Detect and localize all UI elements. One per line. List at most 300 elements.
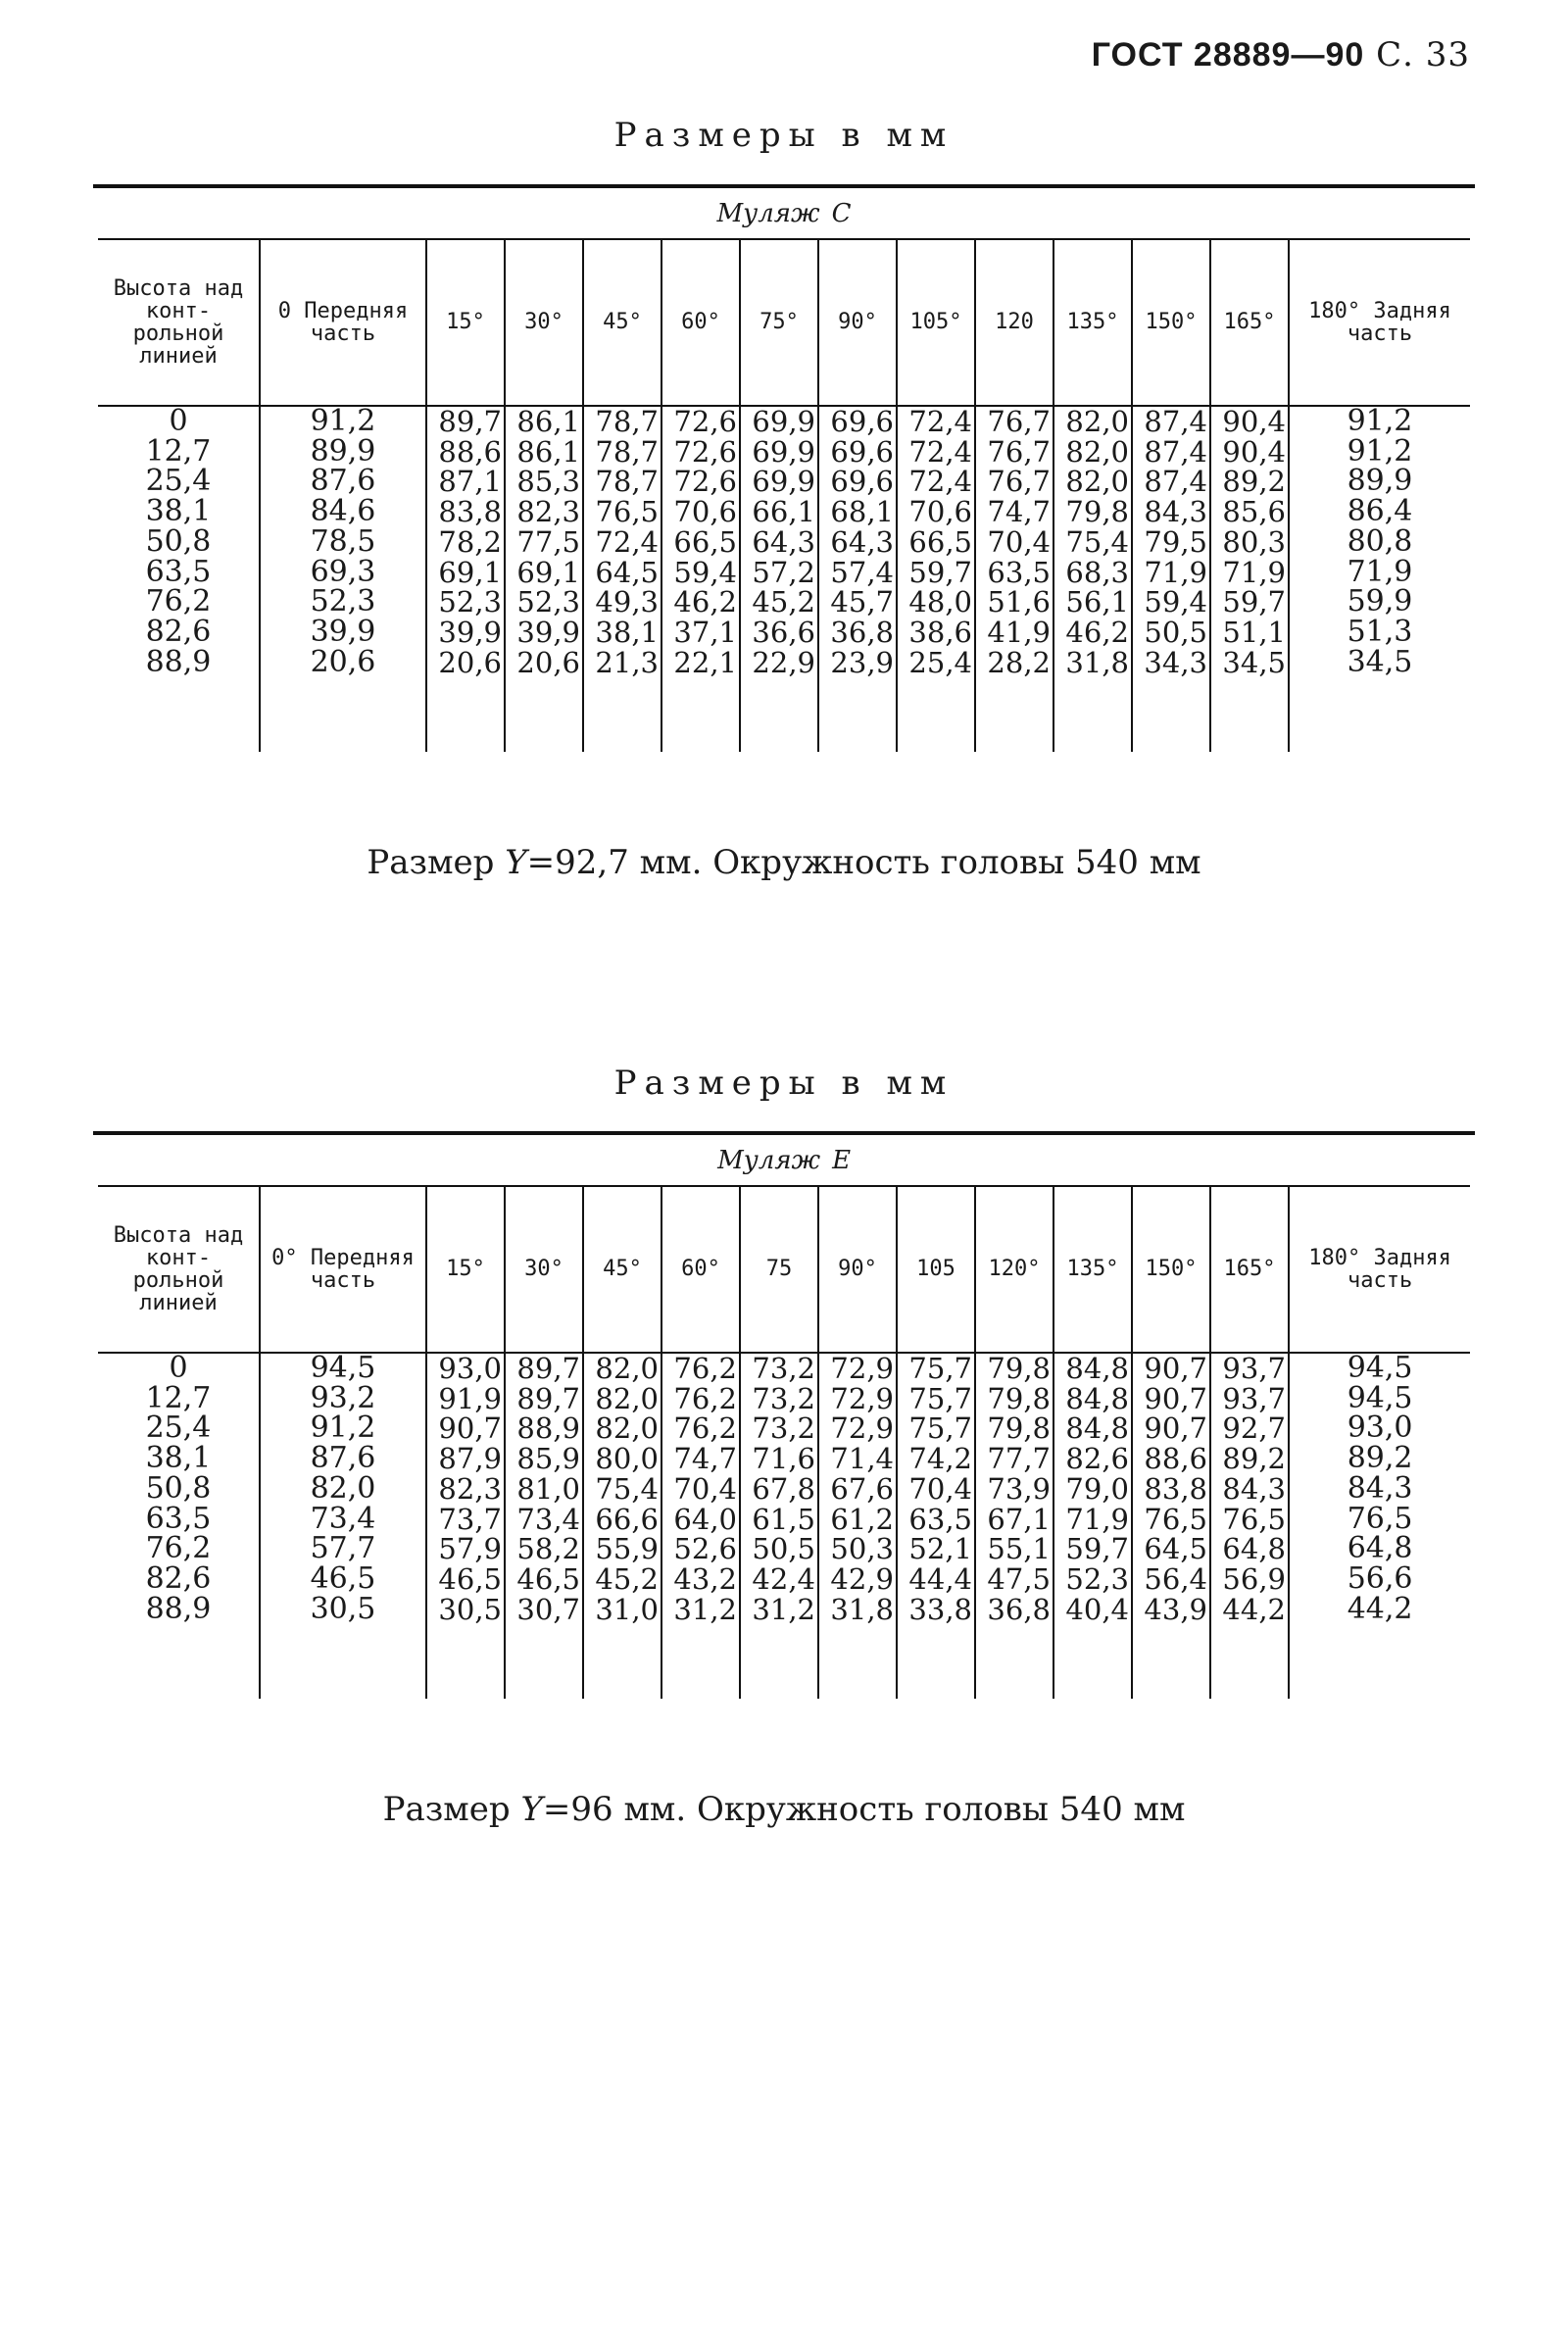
table-cell: 66,6 — [595, 1502, 659, 1536]
table-cell: 67,1 — [987, 1502, 1051, 1536]
table-cell: 33,8 — [908, 1592, 972, 1626]
table-cell: 38,1 — [145, 494, 212, 529]
table-cell: 50,5 — [752, 1532, 815, 1566]
table-cell: 90,7 — [1144, 1411, 1207, 1446]
table-cell: 75,7 — [908, 1381, 972, 1415]
data-column — [1210, 1353, 1289, 1699]
table-cell: 80,8 — [1347, 523, 1413, 559]
table-cell: 69,6 — [830, 405, 894, 438]
table-cell: 74,7 — [673, 1442, 737, 1476]
table-cell: 84,6 — [310, 494, 376, 529]
table-cell: 22,1 — [673, 645, 737, 679]
column-header: Высота над конт-рольной линией — [98, 239, 260, 406]
table-cell: 74,7 — [987, 495, 1051, 529]
table-cell: 85,3 — [516, 465, 580, 499]
table-cell: 20,6 — [438, 645, 502, 679]
footnote-value: =96 мм. — [542, 1790, 687, 1829]
table-cell: 71,9 — [1065, 1502, 1129, 1536]
data-column — [426, 406, 505, 752]
table-caption-e: Размеры в мм — [613, 1064, 955, 1103]
table-cell: 46,5 — [438, 1561, 502, 1596]
table-cell: 90,7 — [438, 1411, 502, 1446]
table-cell: 82,0 — [1065, 405, 1129, 438]
column-header: 75 — [740, 1186, 818, 1353]
table-cell: 94,5 — [310, 1351, 376, 1385]
table-cell: 72,6 — [673, 465, 737, 499]
table-cell: 52,3 — [438, 585, 502, 619]
table-cell: 76,7 — [987, 405, 1051, 438]
data-column — [260, 1353, 426, 1699]
data-column — [260, 406, 426, 752]
table-cell: 88,9 — [145, 644, 212, 679]
data-column — [426, 1353, 505, 1699]
column-header: 105° — [897, 239, 975, 406]
table-cell: 73,2 — [752, 1352, 815, 1385]
table-cell: 56,4 — [1144, 1561, 1207, 1596]
table-cell: 59,7 — [908, 555, 972, 589]
table-cell: 75,7 — [908, 1352, 972, 1385]
column-header: 30° — [505, 1186, 583, 1353]
table-cell: 67,6 — [830, 1471, 894, 1506]
table-cell: 31,2 — [673, 1592, 737, 1626]
table-cell: 70,4 — [908, 1471, 972, 1506]
table-cell: 91,2 — [1347, 404, 1413, 438]
table-cell: 72,4 — [908, 465, 972, 499]
column-header: 150° — [1132, 239, 1210, 406]
column-header: 135° — [1054, 239, 1132, 406]
data-column — [1289, 1353, 1470, 1699]
table-cell: 38,6 — [908, 615, 972, 649]
table-cell: 55,9 — [595, 1532, 659, 1566]
table-cell: 82,0 — [1065, 434, 1129, 469]
table-cell: 56,1 — [1065, 585, 1129, 619]
table-cell: 42,4 — [752, 1561, 815, 1596]
table-cell: 93,0 — [438, 1352, 502, 1385]
table-cell: 51,3 — [1347, 614, 1413, 649]
table-cell: 36,6 — [752, 615, 815, 649]
table-cell: 78,7 — [595, 405, 659, 438]
data-column — [1054, 406, 1132, 752]
table-cell: 77,5 — [516, 524, 580, 559]
table-cell: 52,1 — [908, 1532, 972, 1566]
table-cell: 87,6 — [310, 464, 376, 499]
table-cell: 84,8 — [1065, 1411, 1129, 1446]
table-cell: 39,9 — [438, 615, 502, 649]
data-column — [98, 406, 260, 752]
table-cell: 76,2 — [145, 584, 212, 619]
table-cell: 72,9 — [830, 1381, 894, 1415]
column-header: 180° Задняя часть — [1289, 1186, 1470, 1353]
table-cell: 94,5 — [1347, 1351, 1413, 1385]
footnote-rest: Окружность головы 540 мм — [696, 1790, 1186, 1829]
table-cell: 84,3 — [1144, 495, 1207, 529]
table-cell: 56,9 — [1222, 1561, 1286, 1596]
table-cell: 59,4 — [673, 555, 737, 589]
table-cell: 84,8 — [1065, 1381, 1129, 1415]
column-header: 45° — [583, 239, 662, 406]
data-column — [740, 1353, 818, 1699]
page-header — [1092, 35, 1470, 74]
table-cell: 34,3 — [1144, 645, 1207, 679]
data-column — [583, 406, 662, 752]
table-cell: 63,5 — [145, 1501, 212, 1536]
dummy-label: Муляж — [717, 1146, 821, 1175]
table-cell: 34,5 — [1347, 644, 1413, 679]
table-cell: 51,6 — [987, 585, 1051, 619]
table-cell: 69,1 — [516, 555, 580, 589]
table-cell: 30,5 — [310, 1591, 376, 1626]
data-column — [818, 406, 897, 752]
table-cell: 71,6 — [752, 1442, 815, 1476]
table-cell: 76,5 — [1222, 1502, 1286, 1536]
table-cell: 87,1 — [438, 465, 502, 499]
table-cell: 64,3 — [830, 524, 894, 559]
table-cell: 30,5 — [438, 1592, 502, 1626]
column-header: 45° — [583, 1186, 662, 1353]
table-cell: 0 — [169, 1351, 188, 1385]
table-cell: 22,9 — [752, 645, 815, 679]
column-header: 90° — [818, 239, 897, 406]
table-cell: 21,3 — [595, 645, 659, 679]
column-header: 30° — [505, 239, 583, 406]
footnote-variable: Y — [505, 843, 527, 882]
table-cell: 78,7 — [595, 465, 659, 499]
column-header: Высота над конт-рольной линией — [98, 1186, 260, 1353]
table-cell: 69,6 — [830, 434, 894, 469]
column-header: 60° — [662, 1186, 740, 1353]
table-cell: 52,3 — [310, 584, 376, 619]
table-cell: 46,5 — [310, 1560, 376, 1596]
table-cell: 12,7 — [145, 1380, 212, 1415]
table-cell: 90,7 — [1144, 1352, 1207, 1385]
table-caption-c: Размеры в мм — [613, 116, 955, 155]
table-cell: 90,4 — [1222, 434, 1286, 469]
data-column — [740, 406, 818, 752]
table-cell: 88,6 — [438, 434, 502, 469]
table-cell: 79,8 — [987, 1411, 1051, 1446]
table-cell: 75,4 — [1065, 524, 1129, 559]
table-cell: 91,9 — [438, 1381, 502, 1415]
dummy-title — [98, 1136, 1470, 1186]
table-cell: 91,2 — [1347, 433, 1413, 469]
column-header: 150° — [1132, 1186, 1210, 1353]
table-cell: 44,2 — [1222, 1592, 1286, 1626]
table-cell: 76,2 — [673, 1411, 737, 1446]
table-cell: 78,2 — [438, 524, 502, 559]
table-cell: 61,2 — [830, 1502, 894, 1536]
table-cell: 82,6 — [145, 1560, 212, 1596]
standard-number: ГОСТ 28889—90 — [1091, 36, 1365, 74]
table-cell: 59,7 — [1222, 585, 1286, 619]
table-cell: 89,2 — [1347, 1441, 1413, 1476]
column-header: 15° — [426, 239, 505, 406]
table-cell: 40,4 — [1065, 1592, 1129, 1626]
table-cell: 84,8 — [1065, 1352, 1129, 1385]
table-cell: 63,5 — [908, 1502, 972, 1536]
table-cell: 76,2 — [673, 1352, 737, 1385]
table-cell: 37,1 — [673, 615, 737, 649]
column-header: 180° Задняя часть — [1289, 239, 1470, 406]
table-cell: 76,5 — [1144, 1502, 1207, 1536]
column-header: 105 — [897, 1186, 975, 1353]
table-cell: 70,4 — [987, 524, 1051, 559]
table-cell: 76,7 — [987, 465, 1051, 499]
table-cell: 73,2 — [752, 1381, 815, 1415]
table-cell: 25,4 — [145, 464, 212, 499]
dummy-letter: C — [831, 199, 852, 228]
table-cell: 90,4 — [1222, 405, 1286, 438]
table-cell: 71,4 — [830, 1442, 894, 1476]
table-cell: 89,9 — [310, 433, 376, 469]
table-cell: 64,0 — [673, 1502, 737, 1536]
table-cell: 80,3 — [1222, 524, 1286, 559]
data-column — [505, 406, 583, 752]
table-cell: 45,2 — [752, 585, 815, 619]
table-cell: 72,4 — [908, 405, 972, 438]
table-cell: 43,9 — [1144, 1592, 1207, 1626]
table-cell: 64,5 — [595, 555, 659, 589]
table-cell: 87,9 — [438, 1442, 502, 1476]
footnote-c — [0, 843, 1568, 882]
column-header: 120 — [975, 239, 1054, 406]
table-cell: 93,0 — [1347, 1410, 1413, 1446]
table-cell: 57,4 — [830, 555, 894, 589]
table-cell: 91,2 — [310, 1410, 376, 1446]
table-cell: 82,6 — [145, 614, 212, 649]
table-cell: 72,6 — [673, 405, 737, 438]
table-cell: 85,6 — [1222, 495, 1286, 529]
table-cell: 66,5 — [908, 524, 972, 559]
table-cell: 50,3 — [830, 1532, 894, 1566]
table-cell: 46,2 — [673, 585, 737, 619]
table-cell: 44,2 — [1347, 1591, 1413, 1626]
table-cell: 64,3 — [752, 524, 815, 559]
table-cell: 73,9 — [987, 1471, 1051, 1506]
table-cell: 78,7 — [595, 434, 659, 469]
column-header: 0° Передняя часть — [260, 1186, 426, 1353]
column-header-row — [98, 1186, 1470, 1353]
table-dummy-c — [98, 189, 1470, 752]
table-cell: 89,7 — [438, 405, 502, 438]
section-rule-e — [93, 1131, 1475, 1135]
footnote-value: =92,7 мм. — [526, 843, 703, 882]
data-column — [583, 1353, 662, 1699]
dummy-title-row — [98, 1136, 1470, 1186]
table-cell: 39,9 — [516, 615, 580, 649]
table-cell: 46,5 — [516, 1561, 580, 1596]
table-cell: 59,7 — [1065, 1532, 1129, 1566]
table-cell: 94,5 — [1347, 1380, 1413, 1415]
table-cell: 72,4 — [595, 524, 659, 559]
table-cell: 31,0 — [595, 1592, 659, 1626]
table-cell: 42,9 — [830, 1561, 894, 1596]
table-cell: 74,2 — [908, 1442, 972, 1476]
table-cell: 63,5 — [145, 554, 212, 589]
column-header: 15° — [426, 1186, 505, 1353]
section-rule-c — [93, 184, 1475, 188]
table-cell: 50,8 — [145, 523, 212, 559]
table-cell: 85,9 — [516, 1442, 580, 1476]
table-cell: 43,2 — [673, 1561, 737, 1596]
table-cell: 55,1 — [987, 1532, 1051, 1566]
data-column — [1289, 406, 1470, 752]
table-cell: 76,5 — [1347, 1501, 1413, 1536]
table-cell: 59,9 — [1347, 584, 1413, 619]
table-cell: 87,6 — [310, 1441, 376, 1476]
table-cell: 89,2 — [1222, 465, 1286, 499]
table-cell: 57,9 — [438, 1532, 502, 1566]
table-cell: 61,5 — [752, 1502, 815, 1536]
data-column — [975, 406, 1054, 752]
table-cell: 52,6 — [673, 1532, 737, 1566]
table-cell: 82,0 — [595, 1411, 659, 1446]
table-cell: 57,2 — [752, 555, 815, 589]
table-cell: 69,3 — [310, 554, 376, 589]
data-column — [98, 1353, 260, 1699]
dummy-title-row — [98, 189, 1470, 239]
footnote-rest: Окружность головы 540 мм — [712, 843, 1201, 882]
data-column — [975, 1353, 1054, 1699]
column-header: 135° — [1054, 1186, 1132, 1353]
dummy-title — [98, 189, 1470, 239]
table-cell: 66,5 — [673, 524, 737, 559]
table-cell: 89,7 — [516, 1381, 580, 1415]
table-cell: 82,0 — [595, 1352, 659, 1385]
table-cell: 30,7 — [516, 1592, 580, 1626]
column-header: 90° — [818, 1186, 897, 1353]
table-cell: 25,4 — [145, 1410, 212, 1446]
data-column — [662, 1353, 740, 1699]
table-cell: 90,7 — [1144, 1381, 1207, 1415]
table-cell: 38,1 — [145, 1441, 212, 1476]
table-cell: 86,1 — [516, 405, 580, 438]
table-cell: 20,6 — [516, 645, 580, 679]
footnote-e — [0, 1790, 1568, 1829]
data-column — [897, 1353, 975, 1699]
table-cell: 51,1 — [1222, 615, 1286, 649]
column-header: 165° — [1210, 1186, 1289, 1353]
table-cell: 92,7 — [1222, 1411, 1286, 1446]
table-cell: 50,5 — [1144, 615, 1207, 649]
table-cell: 82,6 — [1065, 1442, 1129, 1476]
data-column — [818, 1353, 897, 1699]
table-cell: 20,6 — [310, 644, 376, 679]
table-cell: 75,7 — [908, 1411, 972, 1446]
table-cell: 86,1 — [516, 434, 580, 469]
dummy-label: Муляж — [716, 199, 820, 228]
table-cell: 82,0 — [310, 1470, 376, 1506]
table-cell: 82,3 — [438, 1471, 502, 1506]
footnote-prefix: Размер — [382, 1790, 511, 1829]
table-cell: 68,3 — [1065, 555, 1129, 589]
data-body-row — [98, 1353, 1470, 1699]
table-cell: 76,2 — [673, 1381, 737, 1415]
table-cell: 71,9 — [1144, 555, 1207, 589]
table-cell: 52,3 — [516, 585, 580, 619]
table-cell: 82,0 — [1065, 465, 1129, 499]
data-column — [1054, 1353, 1132, 1699]
table-cell: 36,8 — [830, 615, 894, 649]
table-cell: 88,6 — [1144, 1442, 1207, 1476]
table-cell: 91,2 — [310, 404, 376, 438]
table-cell: 64,8 — [1222, 1532, 1286, 1566]
table-cell: 79,8 — [1065, 495, 1129, 529]
table-cell: 46,2 — [1065, 615, 1129, 649]
data-column — [1132, 406, 1210, 752]
table-cell: 57,7 — [310, 1531, 376, 1566]
table-cell: 25,4 — [908, 645, 972, 679]
table-cell: 87,4 — [1144, 434, 1207, 469]
table-cell: 58,2 — [516, 1532, 580, 1566]
table-cell: 84,3 — [1222, 1471, 1286, 1506]
table-cell: 50,8 — [145, 1470, 212, 1506]
table-cell: 76,7 — [987, 434, 1051, 469]
data-body-row — [98, 406, 1470, 752]
table-cell: 82,3 — [516, 495, 580, 529]
table-cell: 69,1 — [438, 555, 502, 589]
table-cell: 71,9 — [1347, 554, 1413, 589]
table-cell: 81,0 — [516, 1471, 580, 1506]
table-cell: 69,9 — [752, 405, 815, 438]
table-cell: 79,0 — [1065, 1471, 1129, 1506]
column-header: 75° — [740, 239, 818, 406]
table-cell: 39,9 — [310, 614, 376, 649]
data-column — [505, 1353, 583, 1699]
table-cell: 93,7 — [1222, 1381, 1286, 1415]
table-cell: 76,2 — [145, 1531, 212, 1566]
table-cell: 86,4 — [1347, 494, 1413, 529]
data-column — [1210, 406, 1289, 752]
table-cell: 12,7 — [145, 433, 212, 469]
table-cell: 70,6 — [908, 495, 972, 529]
table-cell: 28,2 — [987, 645, 1051, 679]
table-cell: 72,9 — [830, 1411, 894, 1446]
table-cell: 63,5 — [987, 555, 1051, 589]
table-cell: 47,5 — [987, 1561, 1051, 1596]
table-cell: 31,2 — [752, 1592, 815, 1626]
table-cell: 76,5 — [595, 495, 659, 529]
table-cell: 71,9 — [1222, 555, 1286, 589]
column-header-row — [98, 239, 1470, 406]
footnote-variable: Y — [520, 1790, 543, 1829]
table-cell: 89,9 — [1347, 464, 1413, 499]
table-cell: 48,0 — [908, 585, 972, 619]
table-cell: 56,6 — [1347, 1560, 1413, 1596]
column-header: 0 Передняя часть — [260, 239, 426, 406]
table-cell: 87,4 — [1144, 405, 1207, 438]
data-column — [897, 406, 975, 752]
column-header: 165° — [1210, 239, 1289, 406]
table-cell: 49,3 — [595, 585, 659, 619]
table-cell: 45,7 — [830, 585, 894, 619]
table-cell: 44,4 — [908, 1561, 972, 1596]
table-cell: 64,8 — [1347, 1531, 1413, 1566]
table-cell: 82,0 — [595, 1381, 659, 1415]
dummy-letter: E — [832, 1146, 852, 1175]
table-cell: 70,6 — [673, 495, 737, 529]
table-cell: 72,9 — [830, 1352, 894, 1385]
table-cell: 70,4 — [673, 1471, 737, 1506]
table-cell: 93,7 — [1222, 1352, 1286, 1385]
table-cell: 89,7 — [516, 1352, 580, 1385]
table-cell: 64,5 — [1144, 1532, 1207, 1566]
table-cell: 69,6 — [830, 465, 894, 499]
table-cell: 23,9 — [830, 645, 894, 679]
table-cell: 52,3 — [1065, 1561, 1129, 1596]
table-cell: 77,7 — [987, 1442, 1051, 1476]
table-cell: 88,9 — [145, 1591, 212, 1626]
table-dummy-e — [98, 1136, 1470, 1699]
